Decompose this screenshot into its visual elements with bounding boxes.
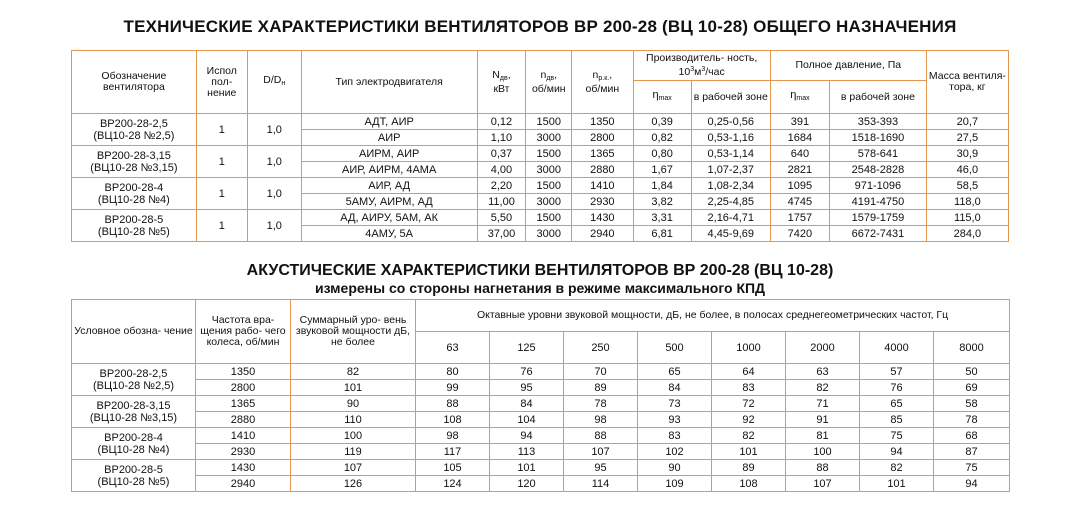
cell-level: 71: [786, 396, 860, 412]
cell-p-zone: 353-393: [830, 114, 927, 130]
cell-ndv: 3000: [526, 226, 572, 242]
frequency-header: 500: [638, 332, 712, 364]
cell-speed: 1350: [196, 364, 291, 380]
cell-nrk: 2880: [572, 162, 633, 178]
cell-motor: АДТ, АИР: [301, 114, 477, 130]
fan-name: ВР200-28-3,15: [96, 399, 171, 412]
cell-level: 114: [564, 476, 638, 492]
fan-designation: [72, 396, 196, 428]
cell-q-zone: 0,53-1,14: [691, 146, 770, 162]
frequency-header: 63: [416, 332, 490, 364]
cell-n: 0,12: [477, 114, 526, 130]
cell-q-zone: 1,08-2,34: [691, 178, 770, 194]
cell-level: 117: [416, 444, 490, 460]
dd-cell: 1,0: [247, 210, 301, 242]
cell-level: 104: [490, 412, 564, 428]
cell-q-max: 1,67: [633, 162, 691, 178]
cell-level: 65: [860, 396, 934, 412]
cell-total: 82: [291, 364, 416, 380]
tech-table-header: [72, 51, 1009, 114]
cell-level: 76: [860, 380, 934, 396]
cell-ndv: 1500: [526, 178, 572, 194]
table-row: [72, 396, 1010, 412]
header-power: $N_{дв}$, кВт: [477, 51, 526, 114]
cell-level: 108: [416, 412, 490, 428]
cell-p-max: 4745: [770, 194, 829, 210]
header-power-main: N: [492, 68, 500, 81]
header-motor-speed-main: n: [540, 68, 547, 81]
cell-q-max: 3,82: [633, 194, 691, 210]
table-row: [72, 444, 1010, 460]
header-q-eta-main: η: [652, 89, 659, 101]
cell-motor: АИР: [301, 130, 477, 146]
cell-p-max: 7420: [770, 226, 829, 242]
cell-mass: 30,9: [926, 146, 1008, 162]
cell-ndv: 1500: [526, 146, 572, 162]
cell-level: 83: [638, 428, 712, 444]
cell-nrk: 1365: [572, 146, 633, 162]
acoustic-table-header: [72, 300, 1010, 364]
cell-motor: АИРМ, АИР: [301, 146, 477, 162]
cell-ndv: 3000: [526, 130, 572, 146]
cell-p-zone: 4191-4750: [830, 194, 927, 210]
cell-q-zone: 0,53-1,16: [691, 130, 770, 146]
header-productivity: [633, 51, 770, 81]
fan-name: ВР200-28-3,15: [96, 149, 171, 162]
cell-n: 4,00: [477, 162, 526, 178]
cell-level: 84: [638, 380, 712, 396]
cell-ndv: 3000: [526, 162, 572, 178]
cell-level: 82: [786, 380, 860, 396]
cell-level: 85: [860, 412, 934, 428]
cell-level: 93: [638, 412, 712, 428]
header-dd-main: D/D: [263, 74, 282, 86]
header-pressure: Полное давление, Па: [770, 51, 926, 81]
header-productivity-sup2: 3: [701, 66, 706, 73]
cell-level: 88: [416, 396, 490, 412]
cell-total: 119: [291, 444, 416, 460]
execution-cell: 1: [196, 114, 247, 146]
cell-level: 78: [934, 412, 1010, 428]
cell-speed: 1410: [196, 428, 291, 444]
cell-level: 83: [712, 380, 786, 396]
cell-level: 101: [490, 460, 564, 476]
cell-level: 82: [712, 428, 786, 444]
header-q-eta: [633, 81, 691, 114]
cell-level: 65: [638, 364, 712, 380]
fan-alt-name: (ВЦ10-28 №2,5): [93, 129, 175, 142]
cell-speed: 1365: [196, 396, 291, 412]
cell-mass: 27,5: [926, 130, 1008, 146]
cell-total: 110: [291, 412, 416, 428]
cell-q-max: 0,39: [633, 114, 691, 130]
cell-level: 57: [860, 364, 934, 380]
fan-designation: [72, 210, 197, 242]
cell-nrk: 2940: [572, 226, 633, 242]
cell-speed: 1430: [196, 460, 291, 476]
cell-mass: 46,0: [926, 162, 1008, 178]
cell-level: 92: [712, 412, 786, 428]
header-motor-speed-unit: об/мин: [531, 82, 566, 95]
header-motor-speed: $n_{дв}$, об/мин: [526, 51, 572, 114]
cell-speed: 2800: [196, 380, 291, 396]
header-power-sub: дв: [499, 74, 508, 82]
cell-level: 80: [416, 364, 490, 380]
header-wheel-speed-sub: р.к.: [598, 74, 610, 82]
cell-q-max: 3,31: [633, 210, 691, 226]
cell-level: 84: [490, 396, 564, 412]
cell-nrk: 2930: [572, 194, 633, 210]
cell-n: 1,10: [477, 130, 526, 146]
table-row: [72, 412, 1010, 428]
cell-level: 95: [490, 380, 564, 396]
cell-level: 98: [564, 412, 638, 428]
fan-name: ВР200-28-4: [104, 431, 163, 444]
cell-p-zone: 578-641: [830, 146, 927, 162]
fan-designation: [72, 460, 196, 492]
fan-designation: [72, 146, 197, 178]
cell-level: 94: [490, 428, 564, 444]
cell-level: 107: [786, 476, 860, 492]
cell-q-zone: 0,25-0,56: [691, 114, 770, 130]
frequency-header: 2000: [786, 332, 860, 364]
cell-speed: 2940: [196, 476, 291, 492]
cell-level: 72: [712, 396, 786, 412]
header-motor-speed-sub: дв: [546, 74, 555, 82]
cell-level: 94: [934, 476, 1010, 492]
cell-motor: АИР, АИРМ, 4АМА: [301, 162, 477, 178]
cell-q-zone: 2,25-4,85: [691, 194, 770, 210]
cell-level: 100: [786, 444, 860, 460]
header-productivity-end: /час: [705, 66, 725, 78]
header-power-unit: кВт: [493, 82, 510, 95]
execution-cell: 1: [196, 210, 247, 242]
cell-level: 50: [934, 364, 1010, 380]
cell-n: 5,50: [477, 210, 526, 226]
acoustic-table-body: [72, 364, 1010, 492]
cell-level: 95: [564, 460, 638, 476]
cell-nrk: 2800: [572, 130, 633, 146]
table-row: [72, 364, 1010, 380]
header-p-eta: [770, 81, 829, 114]
frequency-header: 4000: [860, 332, 934, 364]
cell-motor: 5АМУ, АИРМ, АД: [301, 194, 477, 210]
table-row: [72, 178, 1009, 194]
cell-level: 87: [934, 444, 1010, 460]
cell-level: 73: [638, 396, 712, 412]
table-row: [72, 476, 1010, 492]
cell-total: 101: [291, 380, 416, 396]
table-row: [72, 210, 1009, 226]
cell-level: 90: [638, 460, 712, 476]
cell-level: 120: [490, 476, 564, 492]
frequency-header: 250: [564, 332, 638, 364]
execution-cell: 1: [196, 178, 247, 210]
cell-nrk: 1410: [572, 178, 633, 194]
tech-table-body: [72, 114, 1009, 242]
cell-nrk: 1430: [572, 210, 633, 226]
cell-level: 89: [564, 380, 638, 396]
cell-level: 88: [786, 460, 860, 476]
fan-designation: [72, 178, 197, 210]
dd-cell: 1,0: [247, 146, 301, 178]
cell-p-zone: 971-1096: [830, 178, 927, 194]
fan-designation: [72, 364, 196, 396]
cell-level: 91: [786, 412, 860, 428]
cell-level: 124: [416, 476, 490, 492]
cell-n: 2,20: [477, 178, 526, 194]
fan-alt-name: (ВЦ10-28 №4): [97, 443, 170, 456]
cell-level: 102: [638, 444, 712, 460]
cell-total: 90: [291, 396, 416, 412]
cell-p-max: 1757: [770, 210, 829, 226]
cell-level: 75: [860, 428, 934, 444]
cell-level: 113: [490, 444, 564, 460]
table-row: [72, 114, 1009, 130]
cell-level: 88: [564, 428, 638, 444]
cell-motor: 4АМУ, 5А: [301, 226, 477, 242]
tech-characteristics-table: [71, 50, 1009, 242]
cell-level: 76: [490, 364, 564, 380]
header-p-zone: в рабочей зоне: [830, 81, 927, 114]
cell-mass: 284,0: [926, 226, 1008, 242]
header-designation: Обозначение вентилятора: [72, 51, 197, 114]
cell-level: 109: [638, 476, 712, 492]
header-q-zone: в рабочей зоне: [691, 81, 770, 114]
cell-level: 63: [786, 364, 860, 380]
cell-q-max: 0,80: [633, 146, 691, 162]
cell-motor: АИР, АД: [301, 178, 477, 194]
cell-ndv: 1500: [526, 210, 572, 226]
cell-level: 82: [860, 460, 934, 476]
frequency-header: 1000: [712, 332, 786, 364]
header-productivity-main: Производитель- ность, 10: [646, 52, 758, 78]
cell-p-zone: 1518-1690: [830, 130, 927, 146]
cell-level: 108: [712, 476, 786, 492]
cell-p-zone: 2548-2828: [830, 162, 927, 178]
table-row: [72, 146, 1009, 162]
cell-p-max: 2821: [770, 162, 829, 178]
cell-p-max: 1095: [770, 178, 829, 194]
acoustic-table-subtitle: измерены со стороны нагнетания в режиме максимального КПД: [314, 280, 766, 296]
cell-motor: АД, АИРУ, 5АМ, АК: [301, 210, 477, 226]
cell-level: 78: [564, 396, 638, 412]
fan-name: ВР200-28-5: [104, 463, 163, 476]
table-row: [72, 460, 1010, 476]
cell-level: 64: [712, 364, 786, 380]
header-mass: Масса вентиля- тора, кг: [926, 51, 1008, 114]
header-p-eta-sub: max: [796, 95, 810, 102]
cell-mass: 20,7: [926, 114, 1008, 130]
fan-alt-name: (ВЦ10-28 №5): [97, 225, 170, 238]
cell-level: 58: [934, 396, 1010, 412]
fan-name: ВР200-28-2,5: [99, 367, 168, 380]
table-row: [72, 380, 1010, 396]
cell-level: 75: [934, 460, 1010, 476]
header-productivity-mid: м: [694, 66, 702, 78]
fan-alt-name: (ВЦ10-28 №5): [97, 475, 170, 488]
table-row: [72, 428, 1010, 444]
cell-level: 70: [564, 364, 638, 380]
fan-name: ВР200-28-5: [104, 213, 164, 226]
cell-nrk: 1350: [572, 114, 633, 130]
frequency-header: 8000: [934, 332, 1010, 364]
cell-level: 89: [712, 460, 786, 476]
frequency-header: 125: [490, 332, 564, 364]
cell-level: 99: [416, 380, 490, 396]
fan-designation: [72, 428, 196, 460]
cell-level: 107: [564, 444, 638, 460]
cell-q-max: 0,82: [633, 130, 691, 146]
header-execution: Испол пол- нение: [196, 51, 247, 114]
cell-total: 100: [291, 428, 416, 444]
cell-p-max: 640: [770, 146, 829, 162]
header-ac-speed: Частота вра- щения рабо- чего колеса, об/мин: [196, 300, 291, 364]
cell-ndv: 1500: [526, 114, 572, 130]
acoustic-table-title: АКУСТИЧЕСКИЕ ХАРАКТЕРИСТИКИ ВЕНТИЛЯТОРОВ ВР 200-28 (ВЦ 10-28): [246, 262, 834, 279]
cell-q-max: 1,84: [633, 178, 691, 194]
header-motor: Тип электродвигателя: [301, 51, 477, 114]
fan-name: ВР200-28-2,5: [99, 117, 168, 130]
header-q-eta-sub: max: [658, 95, 672, 102]
dd-cell: 1,0: [247, 178, 301, 210]
cell-q-zone: 4,45-9,69: [691, 226, 770, 242]
fan-name: ВР200-28-4: [104, 181, 164, 194]
header-ac-octave: Октавные уровни звуковой мощности, дБ, не более, в полосах среднегеометрических частот, Гц: [416, 300, 1010, 332]
cell-q-zone: 2,16-4,71: [691, 210, 770, 226]
cell-n: 0,37: [477, 146, 526, 162]
cell-p-max: 1684: [770, 130, 829, 146]
cell-total: 107: [291, 460, 416, 476]
cell-q-zone: 1,07-2,37: [691, 162, 770, 178]
fan-alt-name: (ВЦ10-28 №2,5): [92, 379, 175, 392]
fan-alt-name: (ВЦ10-28 №3,15): [89, 411, 178, 424]
cell-mass: 58,5: [926, 178, 1008, 194]
header-productivity-sup: 3: [690, 66, 695, 73]
cell-ndv: 3000: [526, 194, 572, 210]
cell-n: 11,00: [477, 194, 526, 210]
header-dd-sub: н: [281, 80, 286, 87]
cell-level: 69: [934, 380, 1010, 396]
header-ac-designation: Условное обозна- чение: [72, 300, 196, 364]
header-ac-total: Суммарный уро- вень звуковой мощности дБ, не более: [291, 300, 416, 364]
cell-level: 101: [712, 444, 786, 460]
header-wheel-speed-main: n: [592, 68, 599, 81]
cell-level: 68: [934, 428, 1010, 444]
cell-p-max: 391: [770, 114, 829, 130]
cell-mass: 115,0: [926, 210, 1008, 226]
acoustic-characteristics-table: [71, 299, 1010, 492]
header-wheel-speed: $n_{р.к.}$, об/мин: [572, 51, 633, 114]
cell-level: 98: [416, 428, 490, 444]
cell-speed: 2880: [196, 412, 291, 428]
header-p-eta-main: η: [790, 89, 797, 101]
cell-n: 37,00: [477, 226, 526, 242]
dd-cell: 1,0: [247, 114, 301, 146]
cell-level: 105: [416, 460, 490, 476]
cell-level: 81: [786, 428, 860, 444]
tech-table-title: ТЕХНИЧЕСКИЕ ХАРАКТЕРИСТИКИ ВЕНТИЛЯТОРОВ ВР 200-28 (ВЦ 10-28) ОБЩЕГО НАЗНАЧЕНИЯ: [123, 17, 957, 36]
execution-cell: 1: [196, 146, 247, 178]
cell-q-max: 6,81: [633, 226, 691, 242]
fan-alt-name: (ВЦ10-28 №3,15): [90, 161, 178, 174]
cell-p-zone: 6672-7431: [830, 226, 927, 242]
cell-p-zone: 1579-1759: [830, 210, 927, 226]
cell-level: 101: [860, 476, 934, 492]
header-wheel-speed-unit: об/мин: [585, 82, 620, 95]
fan-designation: [72, 114, 197, 146]
cell-level: 94: [860, 444, 934, 460]
cell-total: 126: [291, 476, 416, 492]
cell-mass: 118,0: [926, 194, 1008, 210]
fan-alt-name: (ВЦ10-28 №4): [97, 193, 170, 206]
cell-speed: 2930: [196, 444, 291, 460]
header-dd: [247, 51, 301, 114]
